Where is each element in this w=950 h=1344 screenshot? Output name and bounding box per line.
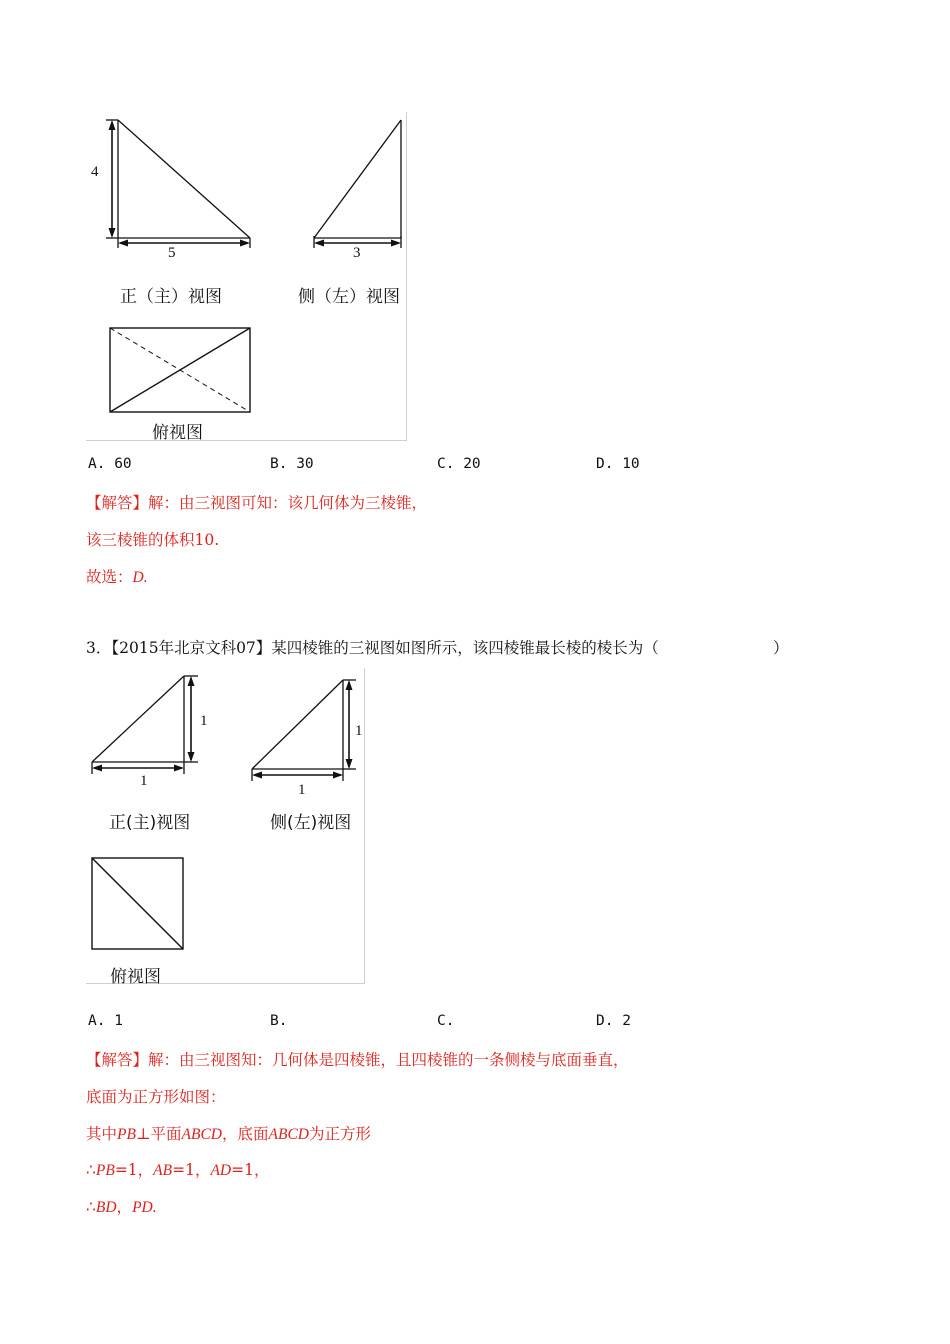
q3-number: 3． — [86, 639, 112, 657]
front-view-1-caption: 正（主）视图 — [120, 287, 222, 307]
therefore-symbol: ∴ — [86, 1161, 96, 1179]
q3-s5-bd: BD — [95, 1199, 117, 1216]
q2-option-b: B. 30 — [270, 456, 314, 472]
q3-source: 【2015年北京文科07】 — [111, 639, 272, 657]
q3-option-d: D. 2 — [596, 1013, 631, 1029]
side-view-1-width-label: 3 — [353, 245, 361, 261]
q2-option-a: A. 60 — [88, 456, 132, 472]
side-view-2-width-label: 1 — [298, 782, 306, 798]
q3-s3-c: ⊥平面 — [135, 1125, 182, 1143]
q3-option-a: A. 1 — [88, 1013, 123, 1029]
q3-s4-e: =1， — [172, 1161, 211, 1179]
side-view-2-height-label: 1 — [355, 723, 363, 739]
q3-s5-pd: PD — [132, 1199, 153, 1216]
q2-answer: D. — [132, 569, 148, 586]
q2-option-d: D. 10 — [596, 456, 640, 472]
q3-s3-pb: PB — [117, 1126, 136, 1143]
top-view-2-caption: 俯视图 — [110, 967, 161, 987]
q3-s4-g: =1， — [231, 1161, 270, 1179]
q2-solution-line-1: 【解答】解：由三视图可知：该几何体为三棱锥， — [86, 494, 428, 512]
q3-option-b: B. — [270, 1013, 288, 1029]
q3-solution-line-3 — [86, 1122, 371, 1144]
therefore-symbol-2: ∴ — [86, 1198, 96, 1216]
top-view-1-caption: 俯视图 — [152, 423, 203, 443]
front-view-1-height-label: 4 — [91, 164, 99, 180]
q2-option-c: C. 20 — [437, 456, 481, 472]
q3-solution-line-5 — [86, 1195, 157, 1217]
front-view-2-caption: 正(主)视图 — [109, 813, 191, 833]
q3-s4-ab: AB — [153, 1162, 173, 1179]
q3-s3-abcd: ABCD — [181, 1126, 222, 1143]
q3-solution-line-1: 【解答】解：由三视图知：几何体是四棱锥，且四棱锥的一条侧棱与底面垂直， — [86, 1051, 629, 1069]
q3-solution-line-4 — [86, 1158, 270, 1180]
q3-s3-g: 为正方形 — [308, 1125, 371, 1143]
q3-s5-e: . — [152, 1199, 157, 1216]
q3-s4-c: =1， — [114, 1161, 154, 1179]
q3-s3-a: 其中 — [86, 1125, 118, 1143]
q3-close-paren: ） — [773, 639, 789, 657]
front-view-1-width-label: 5 — [168, 245, 176, 261]
side-view-1-caption: 侧（左）视图 — [298, 287, 400, 307]
q3-s5-c: ， — [116, 1198, 133, 1216]
side-view-2-caption: 侧(左)视图 — [270, 813, 352, 833]
q3-s4-pb: PB — [95, 1162, 115, 1179]
q2-solution-line-2: 该三棱锥的体积10. — [86, 531, 220, 549]
q2-answer-prefix: 故选： — [86, 568, 133, 586]
q3-solution-line-2: 底面为正方形如图： — [86, 1088, 226, 1106]
front-view-2-width-label: 1 — [140, 773, 148, 789]
q3-s3-e: ，底面 — [222, 1125, 269, 1143]
q3-option-c: C. — [437, 1013, 455, 1029]
q3-s3-abcd-2: ABCD — [268, 1126, 309, 1143]
q3-text: 某四棱锥的三视图如图所示，该四棱锥最长棱的棱长为（ — [271, 639, 659, 657]
q3-s4-ad: AD — [210, 1162, 232, 1179]
front-view-2-height-label: 1 — [200, 713, 208, 729]
